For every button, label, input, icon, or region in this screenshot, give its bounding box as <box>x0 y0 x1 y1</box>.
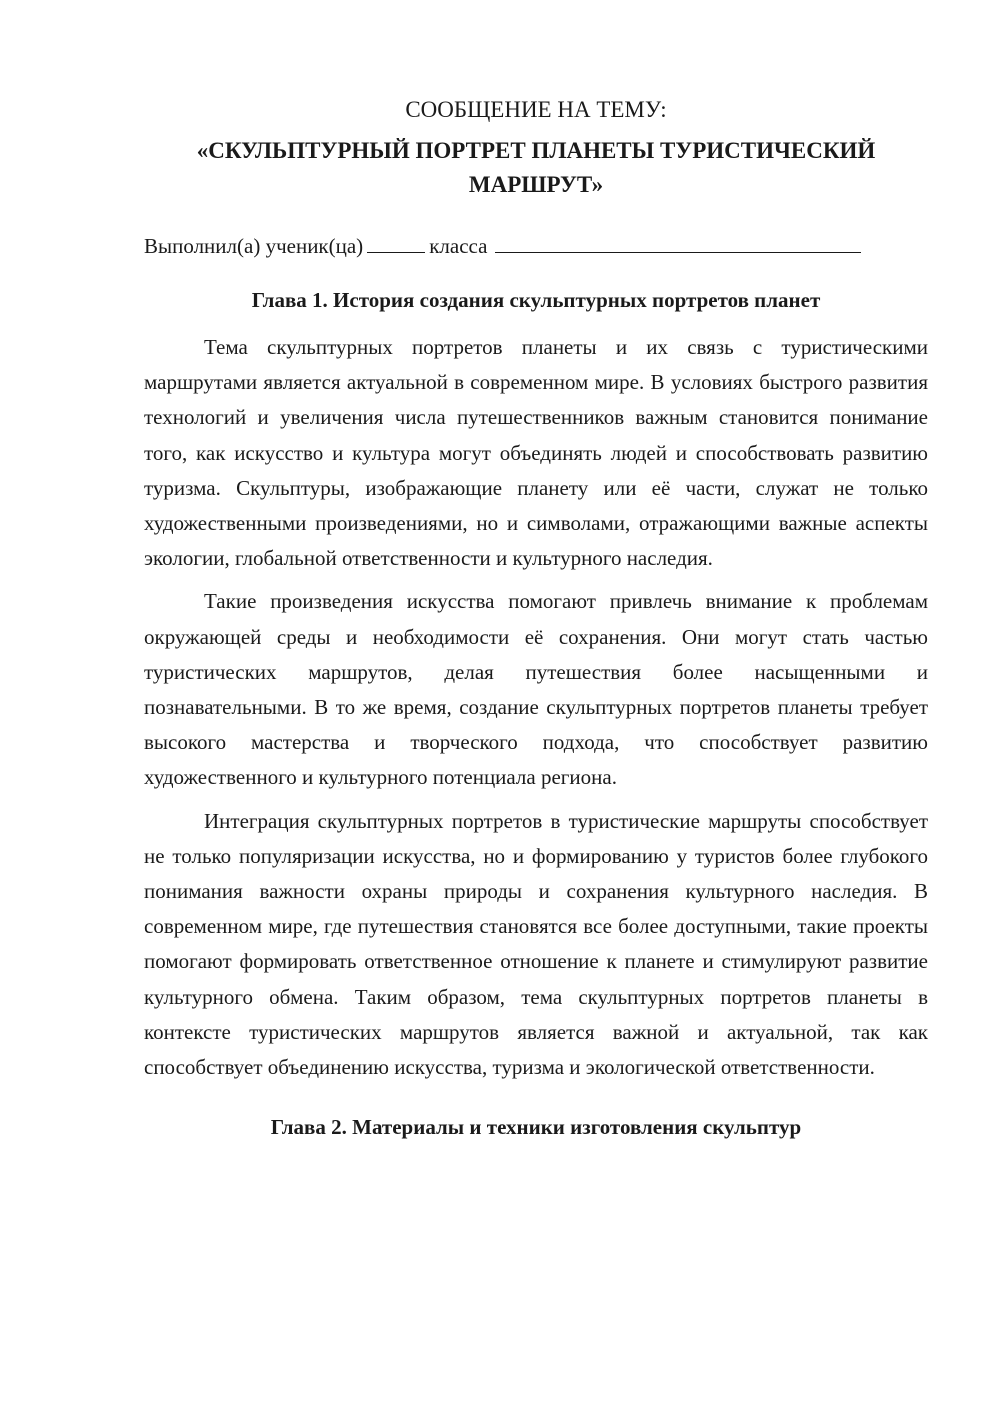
grade-blank <box>367 232 425 253</box>
paragraph-2: Такие произведения искусства помогают привлечь внимание к проблемам окружающей среды и необходимости её сохранения. Они могут стать частью туристических маршрутов, делая путешествия более насыщенными и познавательными. В то же время, создание скульптурных портретов планеты требует высокого мастерства и творческого подхода, что способствует развитию художественного и культурного потенциала региона. <box>144 589 928 790</box>
chapter-2-heading: Глава 2. Материалы и техники изготовления скульптур <box>270 1115 802 1140</box>
paragraph-1: Тема скульптурных портретов планеты и их связь с туристическими маршрутами является актуальной в современном мире. В условиях быстрого развития технологий и увеличения числа путешественников важным становится понимание того, как искусство и культура могут объединять людей и способствовать развитию туризма. Скульптуры, изображающие планету или её части, служат не только художественными произведениями, но и символами, отражающими важные аспекты экологии, глобальной ответственности и культурного наследия. <box>144 335 928 571</box>
document-header: СООБЩЕНИЕ НА ТЕМУ: <box>405 97 667 122</box>
author-prefix: Выполнил(а) ученик(ца) <box>144 234 364 258</box>
author-line <box>144 230 928 262</box>
document-page <box>144 92 928 1143</box>
student-name-blank <box>495 232 861 253</box>
document-title: «СКУЛЬПТУРНЫЙ ПОРТРЕТ ПЛАНЕТЫ ТУРИСТИЧЕСКИЙ МАРШРУТ» <box>196 138 876 197</box>
chapter-1-heading: Глава 1. История создания скульптурных портретов планет <box>251 288 821 312</box>
paragraph-3: Интеграция скульптурных портретов в туристические маршруты способствует не только популяризации искусства, но и формированию у туристов более глубокого понимания важности охраны природы и сохранения культурного наследия. В современном мире, где путешествия становятся все более доступными, такие проекты помогают формировать ответственное отношение к планете и стимулируют развитие культурного обмена. Таким образом, тема скульптурных портретов планеты в контексте туристических маршрутов является важной и актуальной, так как способствует объединению искусства, туризма и экологической ответственности. <box>144 808 928 1080</box>
class-label: класса <box>429 234 488 258</box>
